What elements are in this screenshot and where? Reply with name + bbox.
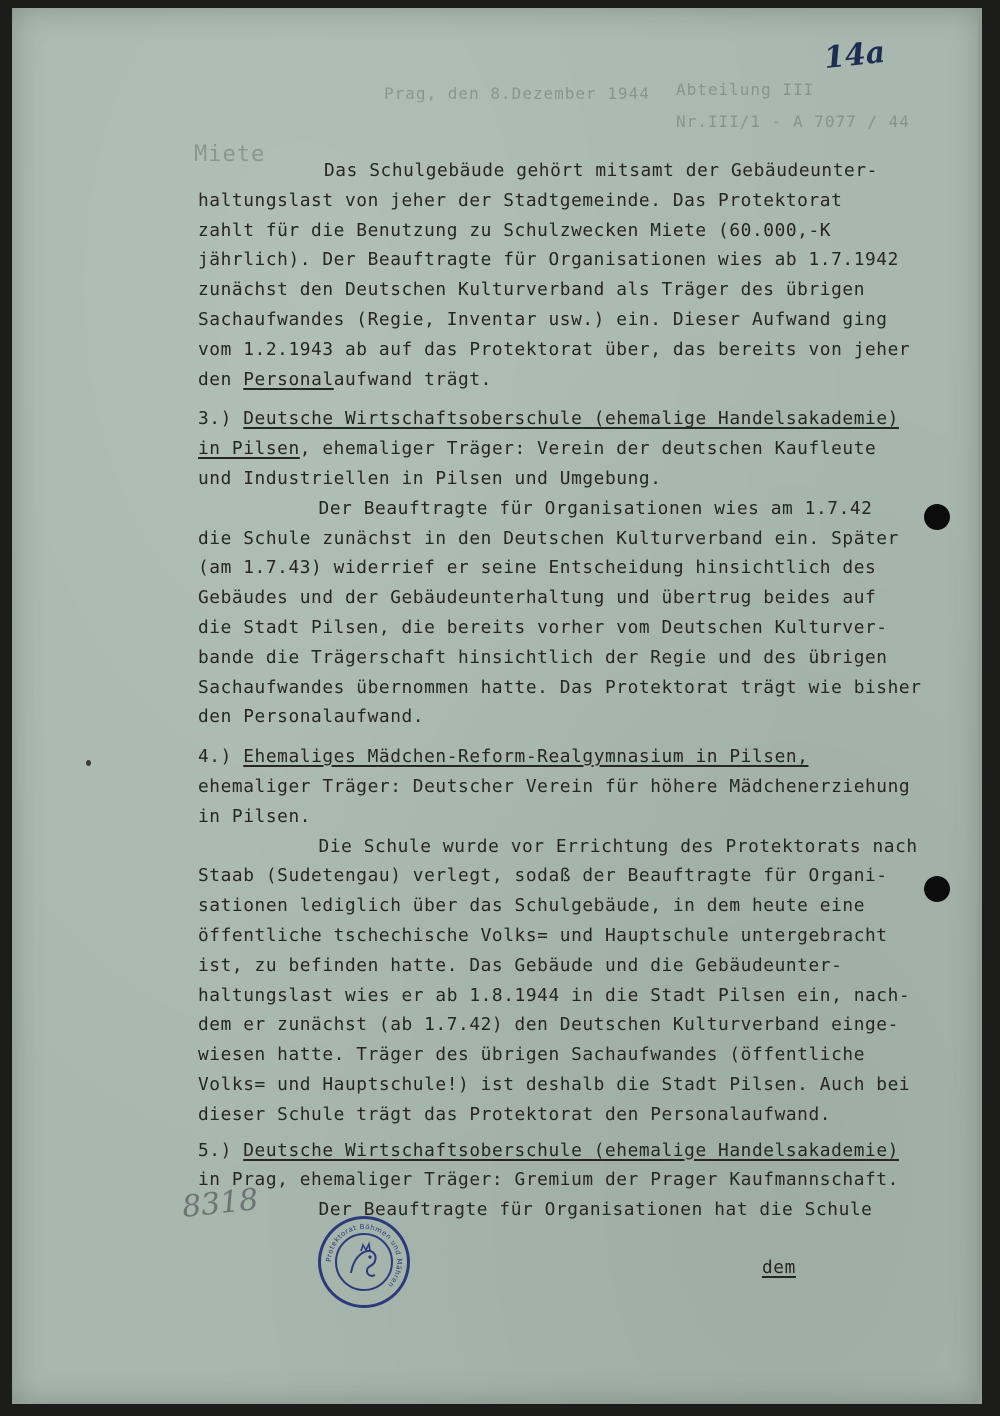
body-line: Die Schule wurde vor Errichtung des Protektorats nach xyxy=(262,835,918,857)
section-number: 4.) xyxy=(198,746,244,768)
body-line: zunächst den Deutschen Kulturverband als Träger des übrigen xyxy=(198,279,866,301)
body-text: den xyxy=(198,368,244,390)
body-line: Gebäudes und der Gebäudeunterhaltung und übertrug beides auf xyxy=(198,587,877,609)
stamp-emblem xyxy=(335,1233,393,1291)
section-number: 3.) xyxy=(198,408,244,430)
section-title: Deutsche Wirtschaftsoberschule (ehemalige Handelsakademie) xyxy=(243,1139,899,1161)
body-line: öffentliche tschechische Volks= und Hauptschule untergebracht xyxy=(198,924,888,946)
body-line: ehemaliger Träger: Deutscher Verein für höhere Mädchenerziehung xyxy=(198,775,911,797)
body-line: Der Beauftragte für Organisationen hat die Schule xyxy=(262,1199,873,1221)
bleed-text-reference: Nr.III/1 - A 7077 / 44 xyxy=(676,112,910,131)
lion-emblem-icon xyxy=(337,1235,391,1289)
round-seal-stamp xyxy=(318,1216,410,1308)
body-line xyxy=(198,365,988,395)
section-title: Deutsche Wirtschaftsoberschule (ehemalige Handelsakademie) xyxy=(243,408,899,430)
punch-hole xyxy=(924,876,950,902)
section-heading xyxy=(198,404,988,434)
body-line: in Prag, ehemaliger Träger: Gremium der Prager Kaufmannschaft. xyxy=(198,1169,899,1191)
underlined-word: Personal xyxy=(243,368,334,390)
catchword xyxy=(198,1253,988,1283)
body-line: ist, zu befinden hatte. Das Gebäude und die Gebäudeunter- xyxy=(198,954,843,976)
body-line: bande die Trägerschaft hinsichtlich der Regie und des übrigen xyxy=(198,646,888,668)
body-text: , ehemaliger Träger: Verein der deutschen Kaufleute xyxy=(299,438,877,460)
section-number: 5.) xyxy=(198,1139,244,1161)
bleed-text-miete: Miete xyxy=(194,142,266,167)
body-line: sationen lediglich über das Schulgebäude, in dem heute eine xyxy=(198,895,866,917)
body-line: Sachaufwandes übernommen hatte. Das Protektorat trägt wie bisher xyxy=(198,676,922,698)
section-title: Ehemaliges Mädchen-Reform-Realgymnasium in Pilsen, xyxy=(243,746,809,768)
body-text: aufwand trägt. xyxy=(333,368,492,390)
body-line: Der Beauftragte für Organisationen wies am 1.7.42 xyxy=(262,497,873,519)
body-line: Sachaufwandes (Regie, Inventar usw.) ein. Dieser Aufwand ging xyxy=(198,308,888,330)
bleed-text-date: Prag, den 8.Dezember 1944 xyxy=(384,84,650,103)
pencil-annotation: 8318 xyxy=(180,1182,260,1225)
catchword-text: dem xyxy=(762,1256,796,1278)
body-line: jährlich). Der Beauftragte für Organisationen wies ab 1.7.1942 xyxy=(198,249,899,271)
section-heading xyxy=(198,742,988,772)
body-line: Das Schulgebäude gehört mitsamt der Gebäudeunter- xyxy=(324,160,878,181)
body-line: (am 1.7.43) widerrief er seine Entscheidung hinsichtlich des xyxy=(198,557,877,579)
body-line: die Stadt Pilsen, die bereits vorher vom Deutschen Kulturver- xyxy=(198,616,888,638)
body-line: zahlt für die Benutzung zu Schulzwecken Miete (60.000,-K xyxy=(198,219,832,241)
body-line xyxy=(198,434,988,464)
body-line: den Personalaufwand. xyxy=(198,706,425,728)
folio-number-handwritten: 14a xyxy=(822,34,887,77)
body-line: haltungslast wies er ab 1.8.1944 in die Stadt Pilsen ein, nach- xyxy=(198,984,911,1006)
body-line: die Schule zunächst in den Deutschen Kulturverband ein. Später xyxy=(198,527,899,549)
body-line: und Industriellen in Pilsen und Umgebung. xyxy=(198,467,662,489)
body-line: vom 1.2.1943 ab auf das Protektorat über, das bereits von jeher xyxy=(198,338,911,360)
body-line: wiesen hatte. Träger des übrigen Sachaufwandes (öffentliche xyxy=(198,1044,866,1066)
document-page xyxy=(12,8,982,1404)
section-title: in Pilsen xyxy=(198,438,300,460)
body-line: Staab (Sudetengau) verlegt, sodaß der Beauftragte für Organi- xyxy=(198,865,888,887)
body-line: dem er zunächst (ab 1.7.42) den Deutschen Kulturverband einge- xyxy=(198,1014,899,1036)
body-line: dieser Schule trägt das Protektorat den Personalaufwand. xyxy=(198,1103,832,1125)
ink-speck xyxy=(86,760,91,766)
stamp-ring-text: Protektorat Böhmen und Mähren xyxy=(324,1222,404,1290)
body-line: haltungslast von jeher der Stadtgemeinde. Das Protektorat xyxy=(198,189,843,211)
body-line: Volks= und Hauptschule!) ist deshalb die Stadt Pilsen. Auch bei xyxy=(198,1073,911,1095)
punch-hole xyxy=(924,504,950,530)
body-line: in Pilsen. xyxy=(198,805,312,827)
section-heading xyxy=(198,1136,988,1166)
bleed-text-department: Abteilung III xyxy=(676,80,815,99)
typed-body xyxy=(198,156,988,1283)
